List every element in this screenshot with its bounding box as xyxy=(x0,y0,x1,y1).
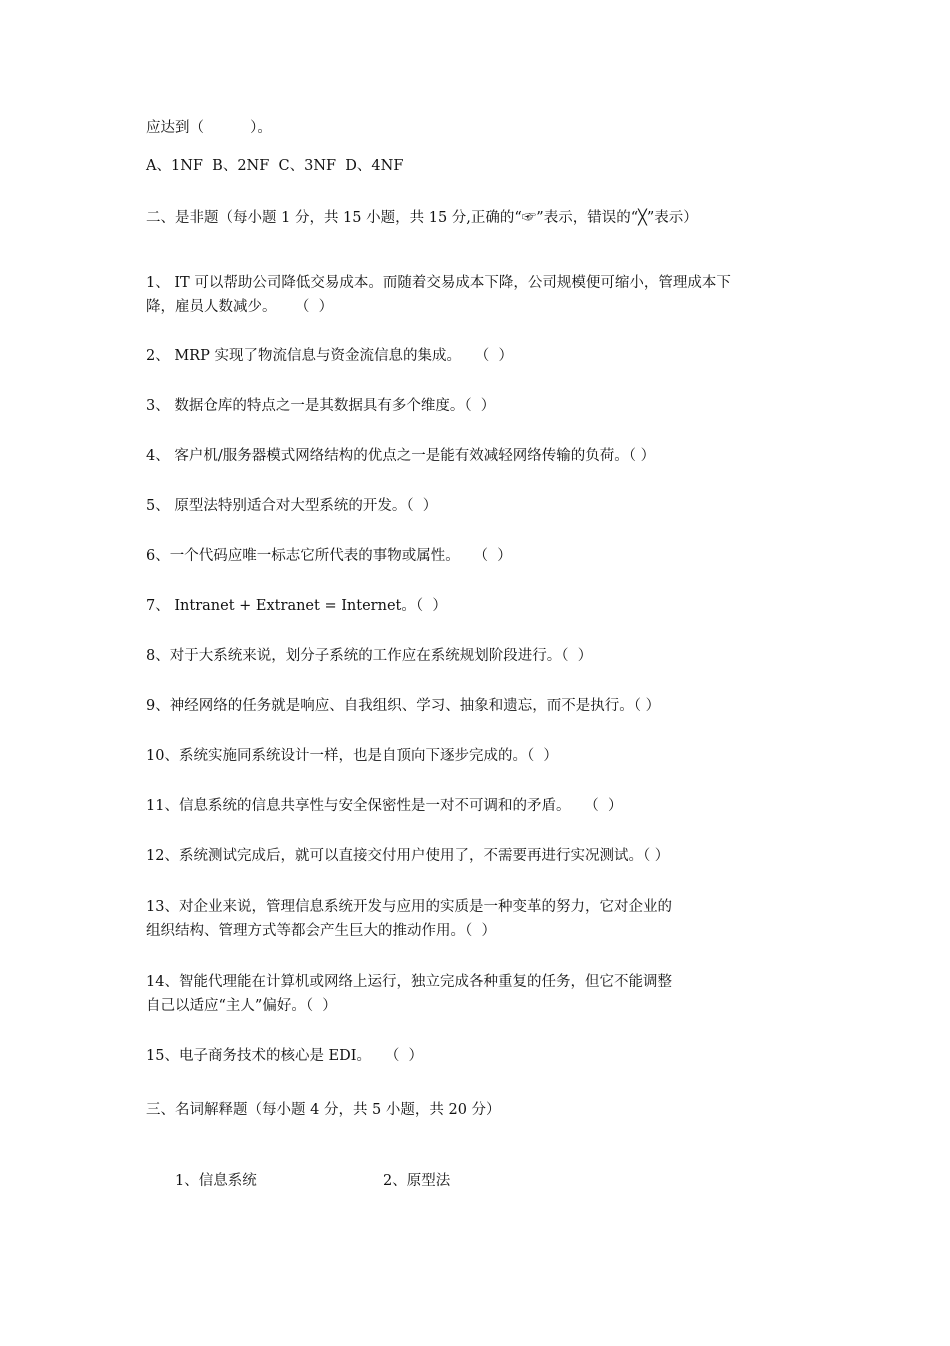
tf-item-1-line2: 降，雇员人数减少。 （ ） xyxy=(146,299,334,315)
tf-item-5: 5、 原型法特别适合对大型系统的开发。（ ） xyxy=(146,498,438,514)
tf-item-13-line1: 13、对企业来说，管理信息系统开发与应用的实质是一种变革的努力，它对企业的 xyxy=(146,899,672,915)
section2-heading: 二、是非题（每小题 1 分，共 15 小题，共 15 分,正确的“☞”表示，错误的“╳”表示） xyxy=(146,210,698,226)
tf-item-14-line2: 自己以适应“主人”偏好。（ ） xyxy=(146,998,337,1014)
tf-item-8: 8、对于大系统来说，划分子系统的工作应在系统规划阶段进行。（ ） xyxy=(146,648,593,664)
tf-item-12: 12、系统测试完成后，就可以直接交付用户使用了，不需要再进行实况测试。（ ） xyxy=(146,848,670,864)
term-1: 1、信息系统 xyxy=(175,1173,257,1189)
tf-item-15: 15、电子商务技术的核心是 EDI。 （ ） xyxy=(146,1048,424,1064)
tf-item-7: 7、 Intranet + Extranet = Internet。（ ） xyxy=(146,598,447,614)
tf-item-3: 3、 数据仓库的特点之一是其数据具有多个维度。（ ） xyxy=(146,398,496,414)
tf-item-13-line2: 组织结构、管理方式等都会产生巨大的推动作用。（ ） xyxy=(146,923,496,939)
tf-item-10: 10、系统实施同系统设计一样，也是自顶向下逐步完成的。（ ） xyxy=(146,748,558,764)
tf-item-11: 11、信息系统的信息共享性与安全保密性是一对不可调和的矛盾。 （ ） xyxy=(146,798,623,814)
tf-item-6: 6、一个代码应唯一标志它所代表的事物或属性。 （ ） xyxy=(146,548,512,564)
tf-item-14-line1: 14、智能代理能在计算机或网络上运行，独立完成各种重复的任务，但它不能调整 xyxy=(146,974,672,990)
tf-item-2: 2、 MRP 实现了物流信息与资金流信息的集成。 （ ） xyxy=(146,348,514,364)
answer-options: A、1NF B、2NF C、3NF D、4NF xyxy=(146,158,404,174)
tf-item-4: 4、 客户机/服务器模式网络结构的优点之一是能有效减轻网络传输的负荷。（ ） xyxy=(146,448,656,464)
term-2: 2、原型法 xyxy=(383,1173,451,1189)
tf-item-9: 9、神经网络的任务就是响应、自我组织、学习、抽象和遗忘，而不是执行。（ ） xyxy=(146,698,661,714)
tf-item-1-line1: 1、 IT 可以帮助公司降低交易成本。而随着交易成本下降，公司规模便可缩小，管理成本下 xyxy=(146,275,731,291)
section3-heading: 三、名词解释题（每小题 4 分，共 5 小题，共 20 分） xyxy=(146,1102,501,1118)
question-stem-tail: 应达到（ ）。 xyxy=(146,120,272,136)
